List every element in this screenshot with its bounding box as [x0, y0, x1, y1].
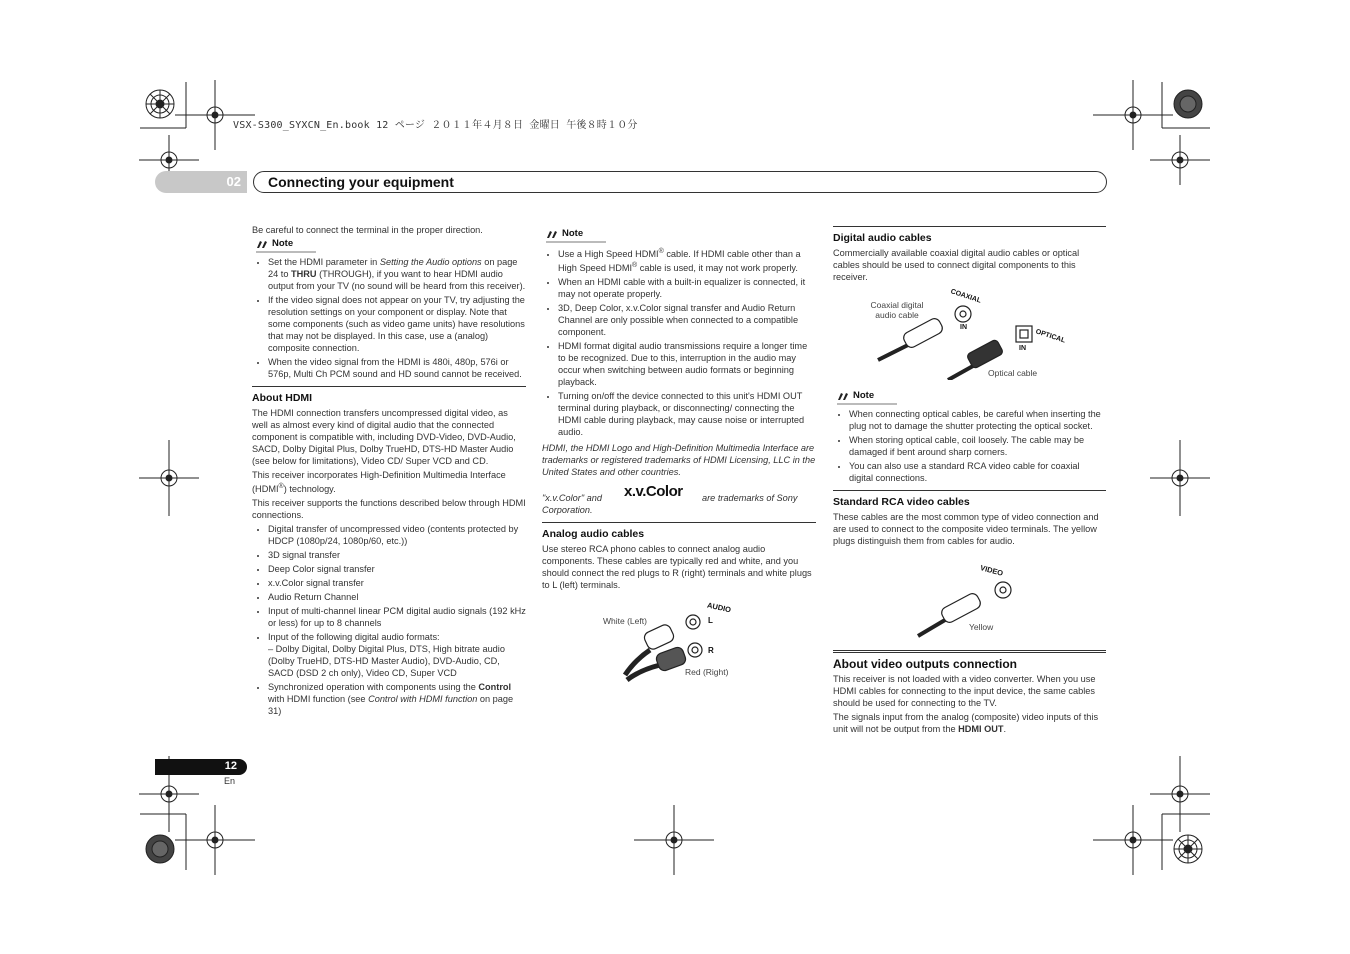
figure-label-optical: OPTICAL	[1034, 328, 1067, 345]
figure-label-in: IN	[1019, 345, 1026, 352]
figure-label-coaxial: COAXIAL	[949, 288, 982, 305]
section-title-about-hdmi: About HDMI	[252, 392, 313, 404]
paragraph: This receiver supports the functions described below through HDMI connections.	[252, 498, 526, 521]
paragraph: These cables are the most common type of video connection and are used to connect to the composite video terminals. The yellow plugs distinguish them from cables for audio.	[833, 512, 1099, 546]
list-item: • If the video signal does not appear on your TV, try adjusting the resolution settings on your component or display. Note that some components (such as video game units) have resolutions that may not be displayed. In this case, use a (analog) composite connection.	[268, 294, 526, 354]
print-header-meta: VSX-S300_SYXCN_En.book 12 ページ ２０１１年４月８日 金曜日 午後８時１０分	[233, 120, 638, 131]
column-2	[542, 226, 816, 593]
list-item: • When connecting optical cables, be careful when inserting the plug not to damage the shutter protecting the optical socket.	[849, 408, 1106, 432]
column-1	[252, 224, 526, 721]
digital-cable-illustration	[873, 300, 1043, 380]
figure-label-r: R	[708, 646, 714, 655]
list-item: • x.v.Color signal transfer	[268, 577, 526, 589]
figure-label-red: Red (Right)	[685, 667, 729, 677]
figure-label-in: IN	[960, 324, 967, 331]
column-3-lower	[833, 388, 1106, 549]
column-3	[833, 226, 1106, 285]
paragraph: This receiver is not loaded with a video converter. When you use HDMI cables for connecting to the input device, the same cables should be used for connecting to the TV.	[833, 674, 1096, 708]
feature-list	[252, 523, 526, 717]
chapter-title-bar	[253, 171, 1107, 193]
paragraph: Use stereo RCA phono cables to connect analog audio components. These cables are typically red and white, and you should connect the red plugs to R (right) terminals and white plugs to L (left) terminals.	[542, 544, 812, 591]
figure-label-audio: AUDIO	[706, 600, 732, 615]
list-item: • Digital transfer of uncompressed video (contents protected by HDCP (1080p/24, 1080p/60, etc.))	[268, 523, 526, 547]
figure-label-optical-cable: Optical cable	[988, 368, 1038, 378]
list-item: • HDMI format digital audio transmissions require a longer time to be recognized. Due to this, interruption in the audio may occur when switching between audio formats or beginning playback.	[558, 340, 816, 388]
chapter-number: 02	[226, 174, 241, 189]
note-pencil-icon	[546, 229, 558, 239]
paragraph: The HDMI connection transfers uncompressed digital video, as well as almost every kind of digital audio that the connected component is compatible with, including DVD-Video, DVD-Audio, SACD, Dolby Digital Plus, Dolby TrueHD, DTS-HD Master Audio (see below for limitations), Video CD/ Super VCD and CD.	[252, 408, 516, 466]
figure-label-yellow: Yellow	[969, 622, 994, 632]
section-divider	[542, 522, 816, 523]
xvcolor-logo: x.v.Color	[624, 483, 683, 501]
figure-label-white: White (Left)	[603, 616, 647, 626]
section-title-digital-audio: Digital audio cables	[833, 232, 932, 244]
chapter-title: Connecting your equipment	[268, 174, 454, 190]
section-divider	[833, 650, 1106, 653]
list-item: • Audio Return Channel	[268, 591, 526, 603]
section-divider	[833, 490, 1106, 491]
list-item: • You can also use a standard RCA video cable for coaxial digital connections.	[849, 460, 1106, 484]
list-item: • Use a High Speed HDMI® cable. If HDMI cable other than a High Speed HDMI® cable is used, it may not work properly.	[558, 246, 816, 274]
note-list	[542, 246, 816, 438]
figure-label-l: L	[708, 616, 713, 625]
chapter-number-tab	[155, 171, 247, 193]
list-item: • Input of the following digital audio formats: – Dolby Digital, Dolby Digital Plus, DTS, High bitrate audio (Dolby TrueHD, DTS-HD Master Audio), DVD-Audio, CD, SACD (DSD 2 ch only), Video CD, Super VCD	[268, 631, 526, 679]
section-divider	[252, 386, 526, 387]
section-title-rca-video: Standard RCA video cables	[833, 496, 970, 508]
list-item: • When the video signal from the HDMI is 480i, 480p, 576i or 576p, Multi Ch PCM sound and HD sound cannot be received.	[268, 356, 526, 380]
intro-text: Be careful to connect the terminal in the proper direction.	[252, 225, 483, 235]
list-item: • When an HDMI cable with a built-in equalizer is connected, it may not operate properly.	[558, 276, 816, 300]
figure-label-video: VIDEO	[979, 563, 1005, 578]
list-item: • Deep Color signal transfer	[268, 563, 526, 575]
note-heading: Note	[837, 390, 897, 405]
paragraph: The signals input from the analog (composite) video inputs of this unit will not be output from the HDMI OUT.	[833, 712, 1099, 734]
list-item: • 3D, Deep Color, x.v.Color signal transfer and Audio Return Channel are only possible when connected to a compatible component.	[558, 302, 816, 338]
list-item: • Synchronized operation with components using the Control with HDMI function (see Control with HDMI function on page 31)	[268, 681, 526, 717]
rca-cable-illustration	[915, 580, 1020, 640]
trademark-hdmi: HDMI, the HDMI Logo and High-Definition Multimedia Interface are trademarks or registered trademarks of HDMI Licensing, LLC in the United States and other countries.	[542, 443, 816, 478]
paragraph: Commercially available coaxial digital audio cables or optical cables should be used to connect digital components to this receiver.	[833, 248, 1080, 282]
note-list	[252, 256, 526, 380]
paragraph: This receiver incorporates High-Definition Multimedia Interface (HDMI®) technology.	[252, 470, 506, 495]
list-item: • Set the HDMI parameter in Setting the Audio options on page 24 to THRU (THROUGH), if you want to hear HDMI audio output from your TV (no sound will be heard from this receiver).	[268, 256, 526, 292]
list-item: • Turning on/off the device connected to this unit's HDMI OUT terminal during playback, or disconnecting/ connecting the HDMI cable during playback, may cause noise or interrupted audio.	[558, 390, 816, 438]
figure-label-coaxial-cable: Coaxial digital audio cable	[870, 300, 924, 320]
note-list	[833, 408, 1106, 484]
analog-cable-illustration	[615, 610, 715, 685]
note-pencil-icon	[256, 239, 268, 249]
note-heading: Note	[256, 238, 316, 253]
page-language: En	[224, 776, 236, 786]
section-divider	[833, 226, 1106, 227]
list-item: • Input of multi-channel linear PCM digital audio signals (192 kHz or less) for up to 8 channels	[268, 605, 526, 629]
column-3-bottom	[833, 650, 1106, 737]
trademark-xvcolor: "x.v.Color" and x.v.Color are trademarks of Sony Corporation.	[542, 483, 798, 516]
section-title-video-outputs: About video outputs connection	[833, 657, 1017, 671]
list-item: • When storing optical cable, coil loosely. The cable may be damaged if bent around sharp corners.	[849, 434, 1106, 458]
page-number: 12	[224, 760, 237, 772]
note-pencil-icon	[837, 391, 849, 401]
page-number-tab	[155, 759, 247, 775]
list-item: • 3D signal transfer	[268, 549, 526, 561]
note-heading: Note	[546, 228, 606, 243]
section-title-analog-audio: Analog audio cables	[542, 528, 645, 541]
